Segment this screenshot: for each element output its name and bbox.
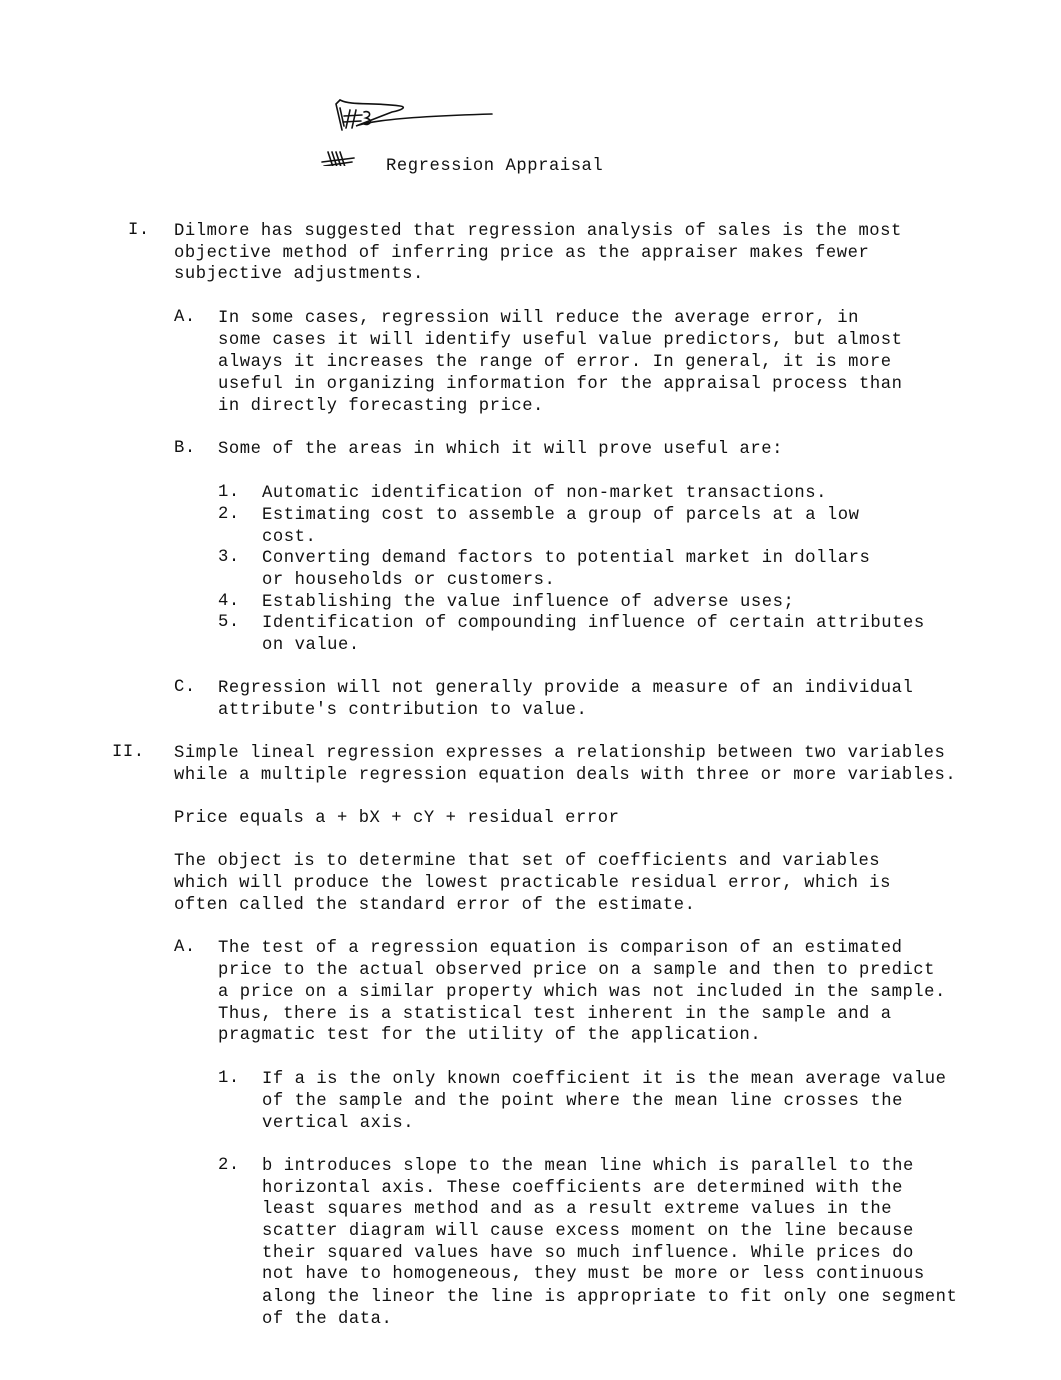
text-line: Some of the areas in which it will prove useful are:	[218, 440, 783, 459]
item-label: B.	[174, 439, 196, 458]
text-line: Establishing the value influence of adverse uses;	[262, 593, 795, 612]
text-line: scatter diagram will cause excess moment on the line because	[262, 1222, 914, 1241]
subitem-number: 4.	[218, 592, 240, 611]
subitem-number: 3.	[218, 548, 240, 567]
text-line: of the data.	[262, 1310, 393, 1329]
document-title: Regression Appraisal	[386, 157, 604, 176]
text-line: If a is the only known coefficient it is the mean average value	[262, 1070, 947, 1089]
text-line: often called the standard error of the estimate.	[174, 896, 696, 915]
item-label: C.	[174, 678, 196, 697]
text-line: least squares method and as a result extreme values in the	[262, 1200, 893, 1219]
text-line: vertical axis.	[262, 1114, 415, 1133]
text-line: their squared values have so much influence. While prices do	[262, 1244, 914, 1263]
text-line: pragmatic test for the utility of the application.	[218, 1026, 762, 1045]
text-line: The test of a regression equation is comparison of an estimated	[218, 939, 903, 958]
equation-line: Price equals a + bX + cY + residual error	[174, 809, 620, 828]
text-line: which will produce the lowest practicable residual error, which is	[174, 874, 892, 893]
text-line: Automatic identification of non-market transactions.	[262, 484, 827, 503]
text-line: objective method of inferring price as the appraiser makes fewer	[174, 244, 870, 263]
subitem-number: 5.	[218, 613, 240, 632]
text-line: useful in organizing information for the appraisal process than	[218, 375, 903, 394]
text-line: Simple lineal regression expresses a relationship between two variables	[174, 744, 946, 763]
text-line: not have to homogeneous, they must be more or less continuous	[262, 1265, 925, 1284]
text-line: of the sample and the point where the mean line crosses the	[262, 1092, 903, 1111]
section-number: II.	[112, 743, 145, 762]
text-line: Dilmore has suggested that regression analysis of sales is the most	[174, 222, 902, 241]
subitem-number: 2.	[218, 505, 240, 524]
item-label: A.	[174, 938, 196, 957]
text-line: Estimating cost to assemble a group of parcels at a low	[262, 506, 860, 525]
text-line: cost.	[262, 528, 317, 547]
text-line: Thus, there is a statistical test inherent in the sample and a	[218, 1005, 892, 1024]
text-line: Identification of compounding influence of certain attributes	[262, 614, 925, 633]
text-line: always it increases the range of error. In general, it is more	[218, 353, 892, 372]
text-line: on value.	[262, 636, 360, 655]
text-line: while a multiple regression equation deals with three or more variables.	[174, 766, 957, 785]
section-number: I.	[128, 221, 150, 240]
text-line: attribute's contribution to value.	[218, 701, 588, 720]
subitem-number: 1.	[218, 483, 240, 502]
text-line: The object is to determine that set of coefficients and variables	[174, 852, 881, 871]
text-line: b introduces slope to the mean line which is parallel to the	[262, 1157, 914, 1176]
text-line: price to the actual observed price on a sample and then to predict	[218, 961, 936, 980]
text-line: subjective adjustments.	[174, 265, 424, 284]
text-line: horizontal axis. These coefficients are determined with the	[262, 1179, 903, 1198]
text-line: some cases it will identify useful value predictors, but almost	[218, 331, 903, 350]
subitem-number: 1.	[218, 1069, 240, 1088]
text-line: a price on a similar property which was not included in the sample.	[218, 983, 946, 1002]
item-label: A.	[174, 308, 196, 327]
text-line: in directly forecasting price.	[218, 397, 544, 416]
text-line: In some cases, regression will reduce the average error, in	[218, 309, 859, 328]
text-line: along the lineor the line is appropriate to fit only one segment	[262, 1288, 958, 1307]
subitem-number: 2.	[218, 1156, 240, 1175]
text-line: or households or customers.	[262, 571, 556, 590]
text-line: Regression will not generally provide a measure of an individual	[218, 679, 914, 698]
text-line: Converting demand factors to potential market in dollars	[262, 549, 871, 568]
